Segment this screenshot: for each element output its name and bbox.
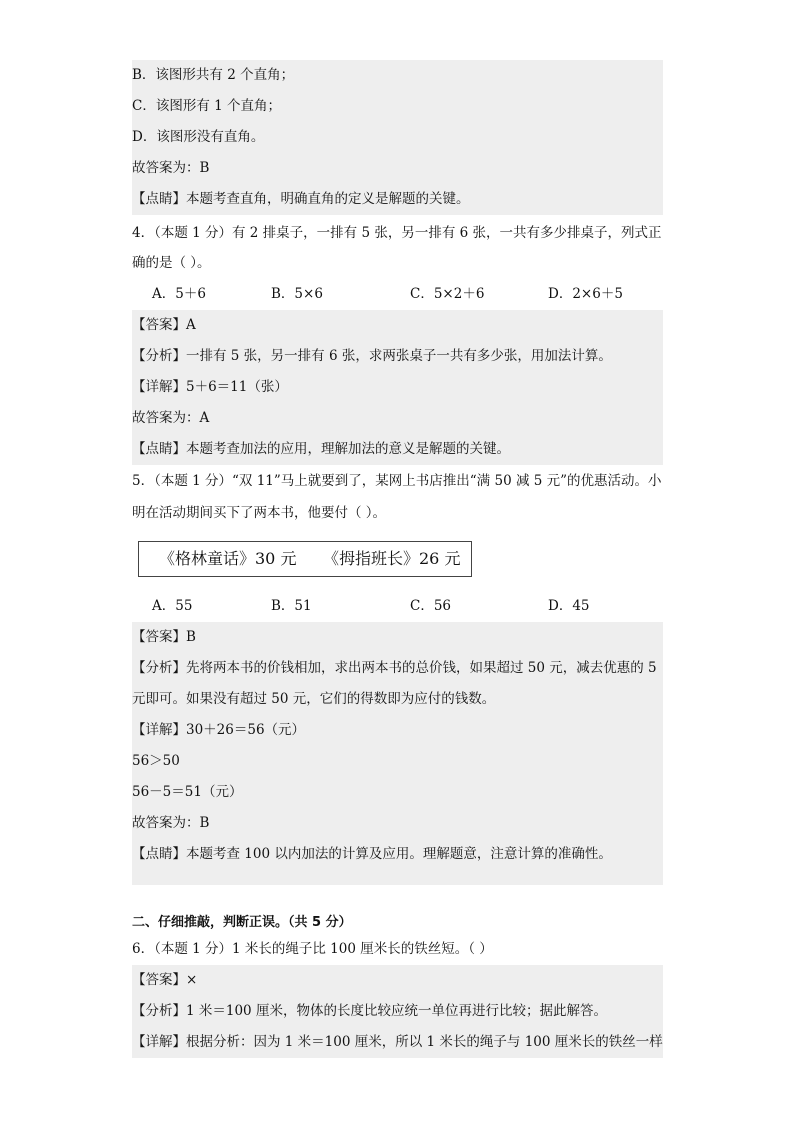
q5-analysis-line2: 元即可。如果没有超过 50 元，它们的得数即为应付的钱数。 [132,684,663,715]
q5-option-d: D．45 [548,598,590,614]
q5-options [132,591,663,622]
q5-point: 【点睛】本题考查 100 以内加法的计算及应用。理解题意，注意计算的准确性。 [132,839,663,870]
q5-detail-line2: 56＞50 [132,746,663,777]
q5-question-line1: 5．（本题 1 分）“双 11”马上就要到了，某网上书店推出“满 50 减 5 元”的优惠活动。小 [132,473,662,489]
q4-answer: 【答案】A [132,310,663,341]
q3-point: 【点睛】本题考查直角，明确直角的定义是解题的关键。 [132,184,663,215]
q5-option-b: B．51 [271,598,312,614]
q5-detail-line1: 【详解】30＋26＝56（元） [132,715,663,746]
book-price-box [138,541,472,577]
q4-option-b: B．5×6 [271,286,323,302]
q5-question-line2: 明在活动期间买下了两本书，他要付（ ）。 [132,505,387,521]
option-c-line: C．该图形有 1 个直角； [132,91,663,122]
option-d-line: D．该图形没有直角。 [132,122,663,153]
q4-point: 【点睛】本题考查加法的应用，理解加法的意义是解题的关键。 [132,434,663,465]
q5-analysis-line1: 【分析】先将两本书的价钱相加，求出两本书的总价钱，如果超过 50 元，减去优惠的 5 [132,653,663,684]
section2-heading: 二、仔细推敲，判断正误。（共 5 分） [132,915,352,930]
q3-conclusion: 故答案为：B [132,153,663,184]
q4-question-line2: 确的是（ ）。 [132,255,211,271]
q6-analysis: 【分析】1 米＝100 厘米，物体的长度比较应统一单位再进行比较；据此解答。 [132,996,663,1027]
q5-option-a: A．55 [152,598,193,614]
shade-spacer [132,870,663,885]
q4-conclusion: 故答案为：A [132,403,663,434]
q4-analysis: 【分析】一排有 5 张，另一排有 6 张，求两张桌子一共有多少张，用加法计算。 [132,341,663,372]
q6-question: 6．（本题 1 分）1 米长的绳子比 100 厘米长的铁丝短。（ ） [132,941,493,957]
book1-price: 《格林童话》30 元 [159,549,297,568]
q6-answer: 【答案】× [132,965,663,996]
q4-option-d: D．2×6＋5 [548,286,623,302]
q5-conclusion: 故答案为：B [132,808,663,839]
q5-detail-line3: 56－5＝51（元） [132,777,663,808]
option-b-line: B．该图形共有 2 个直角； [132,60,663,91]
q4-question-line1: 4．（本题 1 分）有 2 排桌子，一排有 5 张，另一排有 6 张，一共有多少排桌子，列式正 [132,225,662,241]
q4-option-a: A．5＋6 [152,286,206,302]
q5-answer: 【答案】B [132,622,663,653]
q6-detail: 【详解】根据分析：因为 1 米＝100 厘米，所以 1 米长的绳子与 100 厘米长的铁丝一样 [132,1027,663,1058]
q4-detail: 【详解】5＋6＝11（张） [132,372,663,403]
q5-option-c: C．56 [410,598,452,614]
q4-option-c: C．5×2＋6 [410,286,485,302]
book2-price: 《拇指班长》26 元 [323,549,461,568]
q4-options [132,279,663,310]
